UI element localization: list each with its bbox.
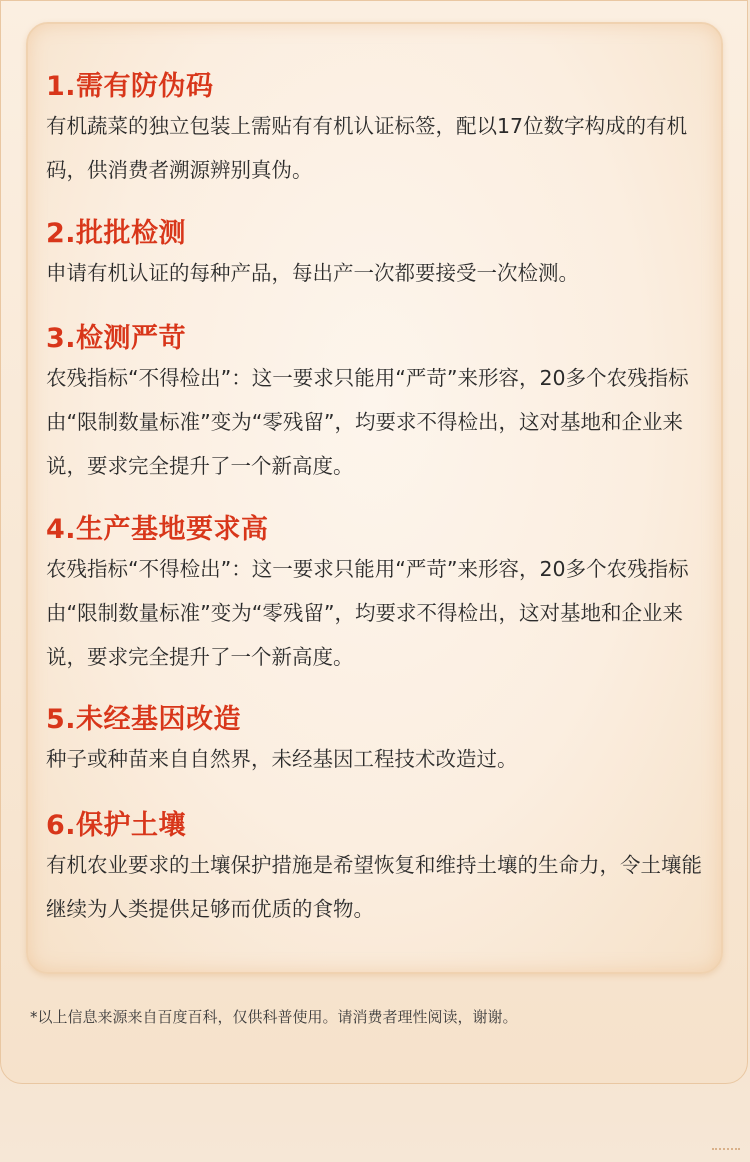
section-body-production-base: 农残指标“不得检出”：这一要求只能用“严苛”来形容，20多个农残指标由“限制数量标准”变为“零残留”，均要求不得检出，这对基地和企业来说，要求完全提升了一个新高度。 [46, 557, 689, 669]
section-title-strict-testing: 3.检测严苛 [46, 323, 187, 354]
section-body-soil-protection: 有机农业要求的土壤保护措施是希望恢复和维持土壤的生命力，令土壤能继续为人类提供足够而优质的食物。 [46, 853, 702, 921]
section-body-batch-testing: 申请有机认证的每种产品，每出产一次都要接受一次检测。 [46, 261, 579, 285]
section-body-strict-testing: 农残指标“不得检出”：这一要求只能用“严苛”来形容，20多个农残指标由“限制数量标准”变为“零残留”，均要求不得检出，这对基地和企业来说，要求完全提升了一个新高度。 [46, 366, 689, 478]
section-body-anti-counterfeit: 有机蔬菜的独立包装上需贴有有机认证标签，配以17位数字构成的有机码，供消费者溯源辨别真伪。 [46, 114, 688, 182]
section-title-production-base: 4.生产基地要求高 [46, 514, 269, 545]
section-title-anti-counterfeit: 1.需有防伪码 [46, 71, 214, 102]
footnote: *以上信息来源来自百度百科，仅供科普使用。请消费者理性阅读，谢谢。 [30, 1008, 518, 1026]
section-title-non-gmo: 5.未经基因改造 [46, 704, 242, 735]
section-title-soil-protection: 6.保护土壤 [46, 810, 187, 841]
section-body-non-gmo: 种子或种苗来自自然界，未经基因工程技术改造过。 [46, 747, 518, 771]
decorative-dots [712, 1148, 740, 1154]
section-title-batch-testing: 2.批批检测 [46, 218, 187, 249]
